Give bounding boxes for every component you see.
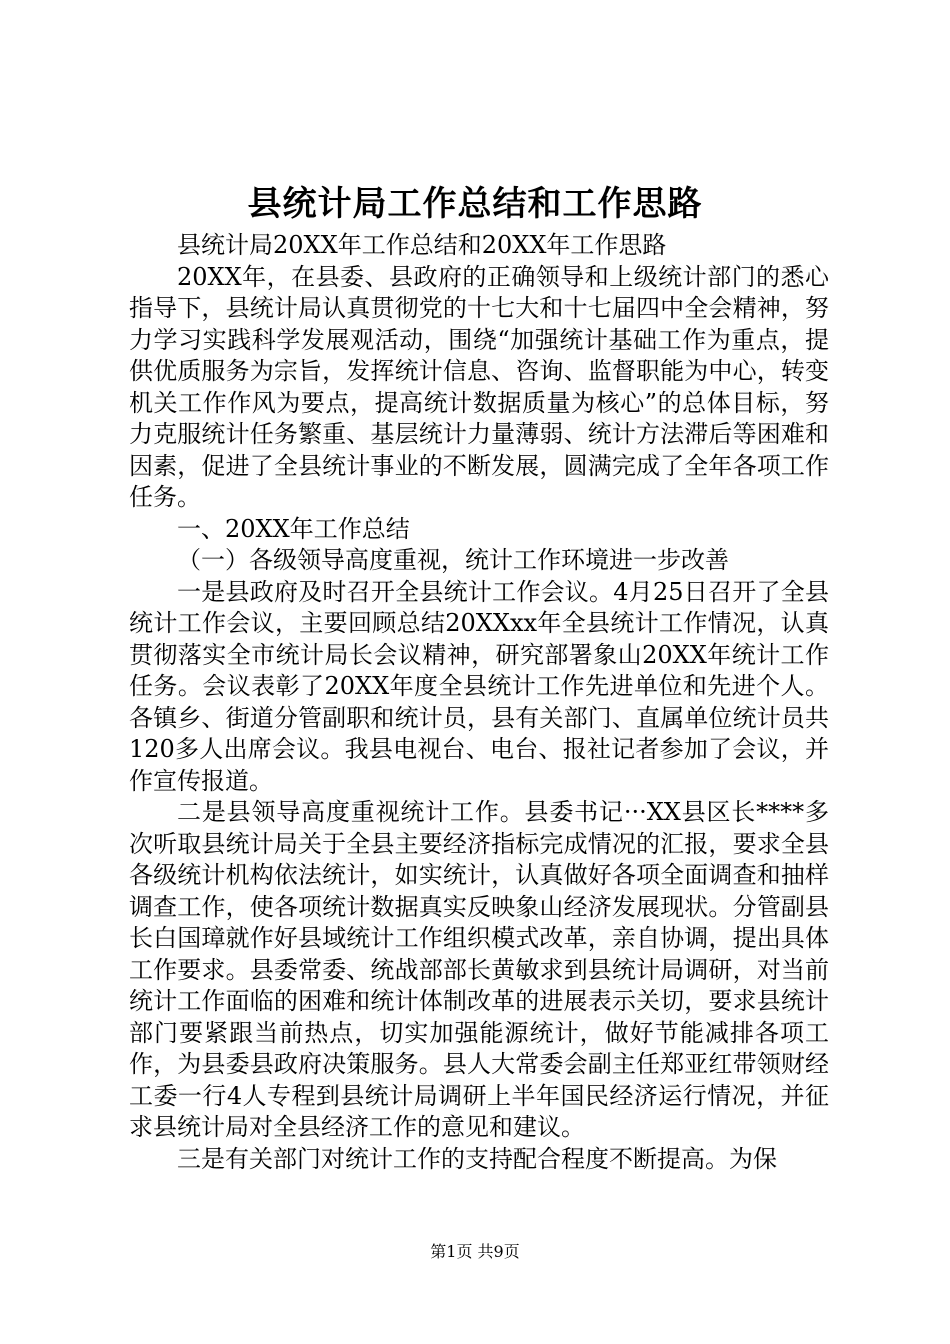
subsection-heading: （一）各级领导高度重视，统计工作环境进一步改善 — [177, 546, 729, 574]
subtitle-paragraph: 县统计局20XX年工作总结和20XX年工作思路 — [177, 231, 667, 259]
body-paragraph: 三是有关部门对统计工作的支持配合程度不断提高。为保 — [177, 1144, 777, 1173]
document-body — [129, 230, 829, 1175]
section-heading: 一、20XX年工作总结 — [177, 514, 410, 543]
body-paragraph: 二是县领导高度重视统计工作。县委书记···XX县区长****多次听取县统计局关于全县主要经济指标完成情况的汇报，要求全县各级统计机构依法统计，如实统计，认真做好各项全面调查和抽样调查工作，使各项统计数据真实反映象山经济发展现状。分管副县长白国璋就作好县域统计工作组织模式改革，亲自协调，提出具体工作要求。县委常委、统战部部长黄敏求到县统计局调研，对当前统计工作面临的困难和统计体制改革的进展表示关切，要求县统计部门要紧跟当前热点，切实加强能源统计，做好节能减排各项工作，为县委县政府决策服务。县人大常委会副主任郑亚红带领财经工委一行4人专程到县统计局调研上半年国民经济运行情况，并征求县统计局对全县经济工作的意见和建议。 — [129, 798, 829, 1141]
document-title: 县统计局工作总结和工作思路 — [247, 184, 703, 224]
intro-paragraph: 20XX年，在县委、县政府的正确领导和上级统计部门的悉心指导下，县统计局认真贯彻党的十七大和十七届四中全会精神，努力学习实践科学发展观活动，围绕“加强统计基础工作为重点，提供优质服务为宗旨，发挥统计信息、咨询、监督职能为中心，转变机关工作作风为要点，提高统计数据质量为核心”的总体目标，努力克服统计任务繁重、基层统计力量薄弱、统计方法滞后等困难和因素，促进了全县统计事业的不断发展，圆满完成了全年各项工作任务。 — [129, 262, 829, 511]
body-paragraph: 一是县政府及时召开全县统计工作会议。4月25日召开了全县统计工作会议，主要回顾总结20XXxx年全县统计工作情况，认真贯彻落实全市统计局长会议精神，研究部署象山20XX年统计工作任务。会议表彰了20XX年度全县统计工作先进单位和先进个人。各镇乡、街道分管副职和统计员，县有关部门、直属单位统计员共120多人出席会议。我县电视台、电台、报社记者参加了会议，并作宣传报道。 — [129, 577, 829, 795]
page-number-footer: 第1页 共9页 — [430, 1242, 520, 1261]
